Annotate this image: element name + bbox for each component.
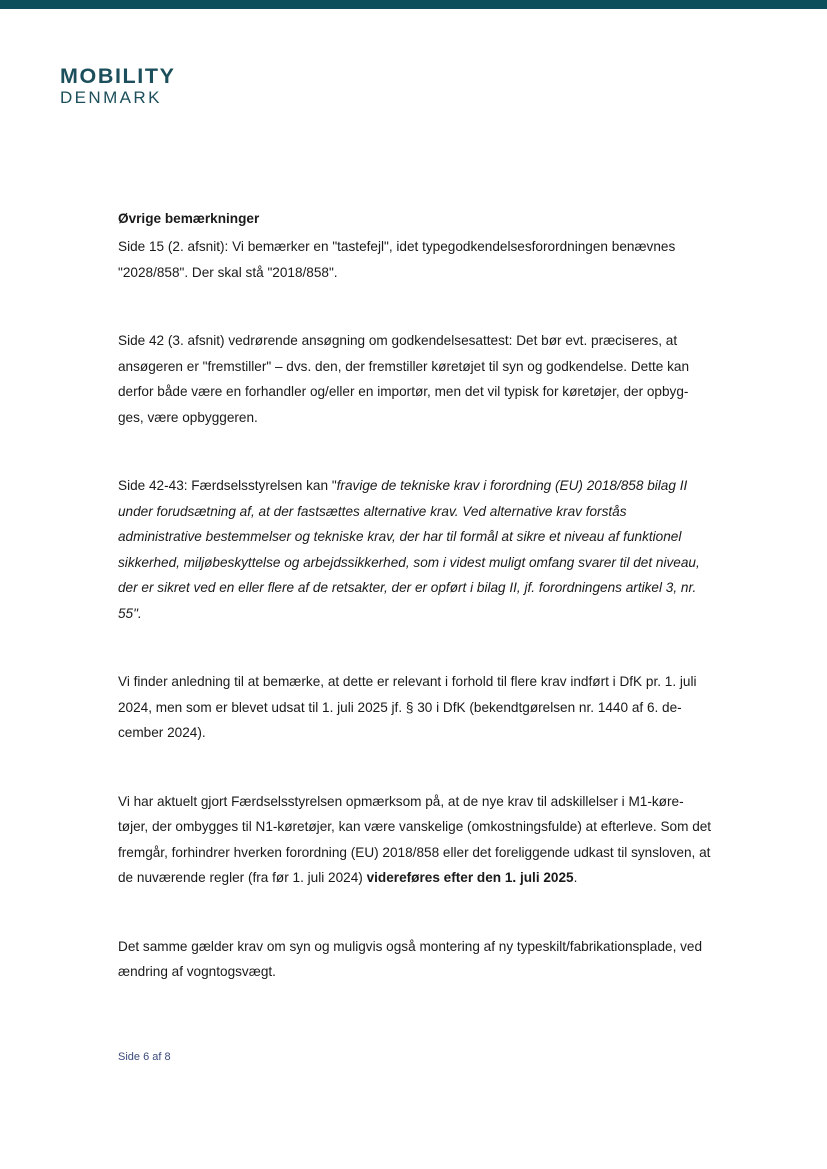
emphasized-text: videreføres efter den 1. juli 2025 bbox=[366, 870, 574, 885]
paragraph-typo-note: Side 15 (2. afsnit): Vi bemærker en "tastefejl", idet typegodkendelsesforordningen benævnes "2028/858". Der skal stå "2018/858". bbox=[118, 239, 676, 280]
paragraph-alternative-requirements bbox=[118, 473, 712, 626]
logo-line-2: DENMARK bbox=[60, 87, 162, 107]
logo-line-1: MOBILITY bbox=[60, 64, 176, 88]
paragraph-inspection-note: Det samme gælder krav om syn og muligvis også montering af ny typeskilt/fabrikationsplade, ved ændring af vogntogsvægt. bbox=[118, 938, 703, 979]
paragraph-applicant-note: Side 42 (3. afsnit) vedrørende ansøgning om godkendelsesattest: Det bør evt. præciseres, at ansøgeren er "fremstiller" – dvs. den, der fremstiller køretøjet til syn og godkendelse. Dette kan derfor både være en forhandler og/eller en importør, men det vil typisk for køretøjer, der opbyg-ges, være opbyggeren. bbox=[118, 333, 690, 425]
paragraph-m1-n1-note bbox=[118, 789, 712, 891]
page-number: Side 6 af 8 bbox=[118, 1051, 171, 1063]
company-logo bbox=[60, 66, 176, 106]
top-accent-bar bbox=[0, 0, 827, 9]
paragraph-text: Vi har aktuelt gjort Færdselsstyrelsen opmærksom på, at de nye krav til adskillelser i M1-køre-tøjer, der ombygges til N1-køretøjer, kan være vanskelige (omkostningsfulde) at efterleve. Som det fremgår, forhindrer hverken forordning (EU) 2018/858 eller det foreliggende udkast til synsloven, at de nuværende regler (fra før 1. juli 2024) bbox=[118, 793, 712, 885]
paragraph-end: . bbox=[573, 870, 578, 885]
section-heading: Øvrige bemærkninger bbox=[118, 211, 260, 226]
paragraph-dfk-note: Vi finder anledning til at bemærke, at dette er relevant i forhold til flere krav indført i DfK pr. 1. juli 2024, men som er blevet udsat til 1. juli 2025 jf. § 30 i DfK (bekendtgørelsen nr. 1440 af 6. de-cember 2024). bbox=[118, 674, 697, 740]
paragraph-intro: Side 42-43: Færdselsstyrelsen kan " bbox=[118, 478, 337, 493]
document-body bbox=[118, 206, 712, 985]
quoted-regulation-text: fravige de tekniske krav i forordning (EU) 2018/858 bilag II under forudsætning af, at der fastsættes alternative krav. Ved alternative krav forstås administrative bestemmelser og tekniske krav, der har til formål at sikre et niveau af funktionel sikkerhed, miljøbeskyttelse og arbejdssikkerhed, som i videst muligt omfang svarer til det niveau, der er sikret ved en eller flere af de retsakter, der er opført i bilag II, jf. forordningens artikel 3, nr. 55". bbox=[118, 478, 700, 621]
